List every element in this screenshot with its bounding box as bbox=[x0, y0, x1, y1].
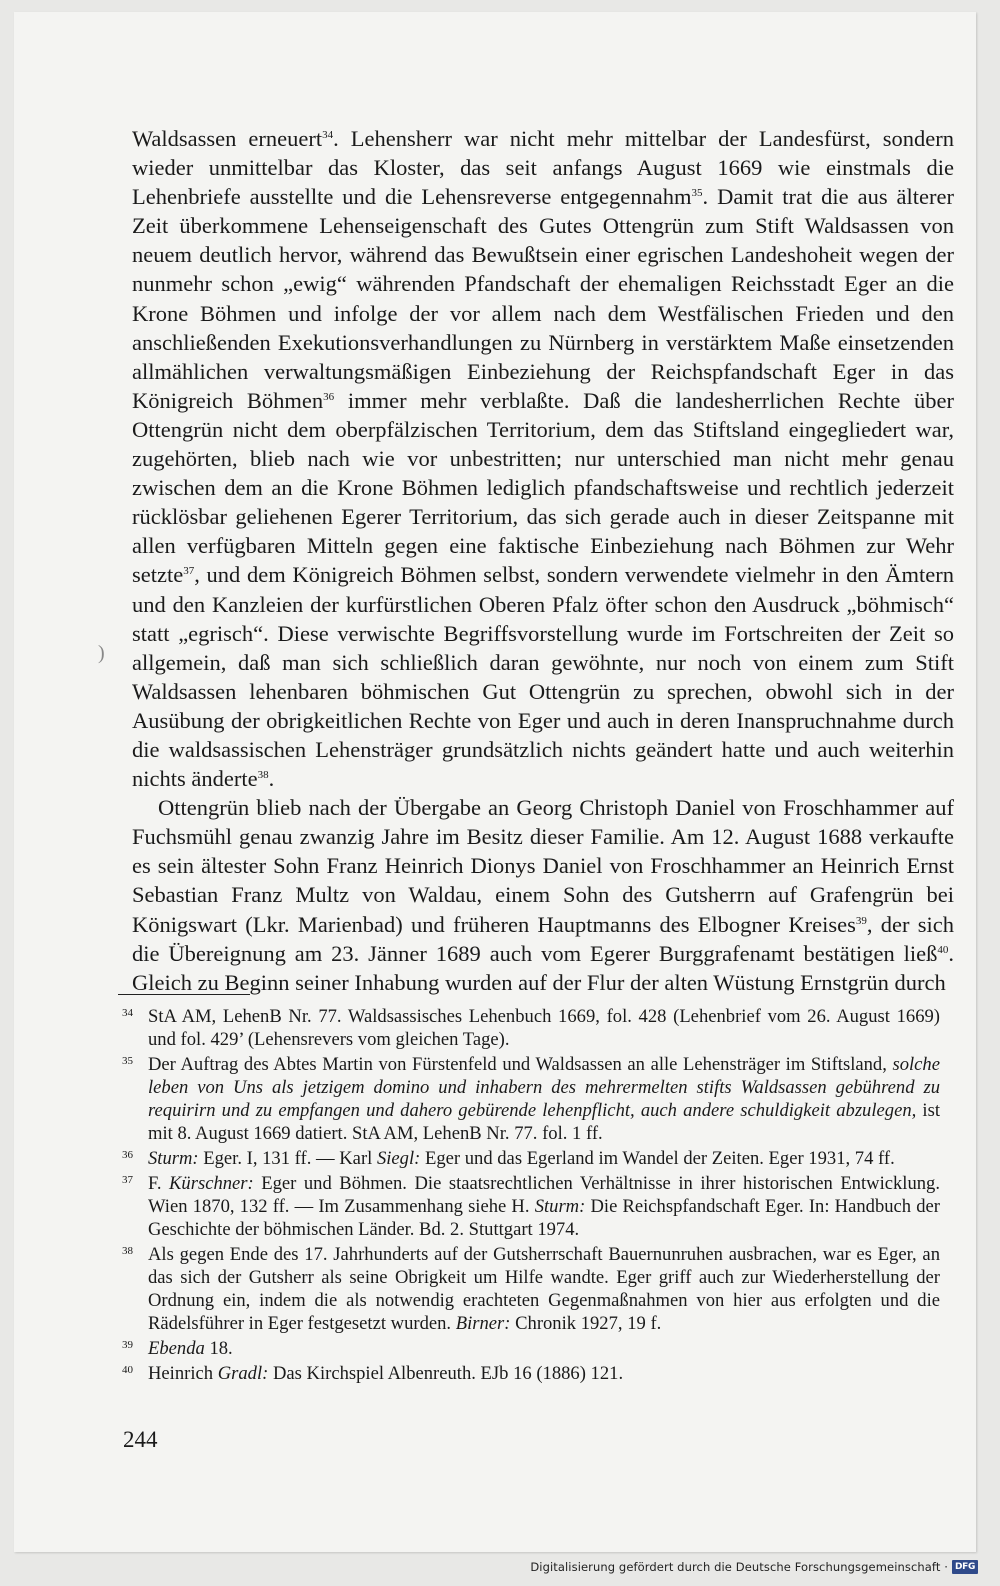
footnote-italic-run: Gradl: bbox=[217, 1363, 269, 1384]
footnote-italic-run: Sturm: bbox=[534, 1196, 586, 1217]
digitization-footer bbox=[530, 1560, 978, 1574]
footnote-italic-run: Kürschner: bbox=[169, 1173, 254, 1194]
footnote-number: 37 bbox=[122, 1174, 133, 1186]
footnote-separator bbox=[118, 994, 250, 995]
footnote-ref-36: 36 bbox=[323, 390, 335, 403]
text-run: Ottengrün blieb nach der Übergabe an Georg Christoph Daniel von Froschhammer auf Fuchsmühl genau zwanzig Jahre im Besitz dieser Familie. Am 12. August 1688 verkaufte es sein ältester Sohn Franz Heinrich Dionys Daniel von Froschhammer an Heinrich Ernst Sebastian Franz Multz von Waldau, einem Sohn des Gutsherrn auf Grafengrün bei Königswart (Lkr. Marienbad) und früheren Hauptmanns des Elbogner Kreises bbox=[132, 795, 954, 937]
main-text bbox=[132, 124, 954, 997]
footnote-italic-run: Ebenda bbox=[148, 1338, 205, 1359]
footnote-number: 40 bbox=[122, 1364, 133, 1376]
footnote-ref-39: 39 bbox=[855, 914, 867, 927]
footnote-number: 38 bbox=[122, 1245, 133, 1257]
text-run: . Lehensherr war nicht mehr mittelbar der Landesfürst, sondern wieder unmittelbar das Kloster, das seit anfangs August 1669 wie einstmals die Lehenbriefe ausstellte und die Lehensreverse entgegennahm bbox=[132, 126, 954, 210]
paragraph-1 bbox=[132, 124, 954, 793]
dfg-logo-icon: DFG bbox=[952, 1560, 978, 1574]
footnote-italic-run: solche leben von Uns als jetzigem domino und inhabern des mehrermelten stifts Waldsassen gebührend zu requirirn und zu empfangen und dahero gebürende lehenpflicht, auch andere schuldigkeit abzulegen, bbox=[148, 1054, 940, 1121]
footnote-35 bbox=[118, 1053, 940, 1145]
footnote-ref-35: 35 bbox=[691, 187, 703, 200]
footnote-number: 34 bbox=[122, 1007, 133, 1019]
footnote-ref-38: 38 bbox=[257, 769, 269, 782]
footnote-italic-run: Birner: bbox=[455, 1313, 511, 1334]
footnote-text-run: Eger und das Egerland im Wandel der Zeiten. Eger 1931, 74 ff. bbox=[420, 1148, 895, 1169]
footnote-ref-40: 40 bbox=[937, 943, 949, 956]
footnote-italic-run: Sturm: bbox=[148, 1148, 199, 1169]
footnote-text-run: Heinrich bbox=[148, 1363, 218, 1384]
footnote-text-run: Als gegen Ende des 17. Jahrhunderts auf der Gutsherrschaft Bauernunruhen ausbrachen, war es Eger, an das sich der Gutsherr als seine Obrigkeit um Hilfe wandte. Eger griff auch zur Wiederherstellung der Ordnung ein, indem die als notwendig erachteten Gegenmaßnahmen von hier aus erfolgten und die Rädelsführer in Eger festgesetzt wurden. bbox=[148, 1244, 940, 1334]
footnote-text-run: F. bbox=[148, 1173, 170, 1194]
footnote-text-run: Chronik 1927, 19 f. bbox=[510, 1313, 662, 1334]
text-run: , der sich die Übereignung am 23. Jänner 1689 auch vom Egerer Burggrafenamt bestätigen ließ bbox=[132, 911, 954, 966]
text-run: . bbox=[268, 766, 275, 792]
footnotes bbox=[118, 1005, 940, 1387]
footnote-text-run: Das Kirchspiel Albenreuth. EJb 16 (1886) 121. bbox=[268, 1363, 624, 1384]
text-run: , und dem Königreich Böhmen selbst, sondern verwendete vielmehr in den Ämtern und den Kanzleien der kurfürstlichen Oberen Pfalz öfter schon den Ausdruck „böhmisch“ statt „egrisch“. Diese verwischte Begriffsvorstellung wurde im Fortschreiten der Zeit so allgemein, daß man sich schließlich daran gewöhnte, nur noch von einem zum Stift Waldsassen lehenbaren böhmischen Gut Ottengrün zu sprechen, obwohl sich in der Ausübung der obrigkeitlichen Rechte von Eger und auch in deren Inanspruchnahme durch die waldsassischen Lehensträger grundsätzlich nichts geändert hatte und auch weiterhin nichts änderte bbox=[132, 562, 954, 792]
text-run: immer mehr verblaßte. Daß die landesherrlichen Rechte über Ottengrün nicht dem oberpfälzischen Territorium, dem das Stiftsland eingegliedert war, zugehörten, blieb nach wie vor unbestritten; nur unterschied man nicht mehr genau zwischen dem an die Krone Böhmen lediglich pfandschaftsweise und rechtlich jederzeit rücklösbar geliehenen Egerer Territorium, das sich gerade auch in dieser Zeitspanne mit allen verfügbaren Mitteln gegen eine faktische Einbeziehung nach Böhmen zur Wehr setzte bbox=[132, 387, 954, 588]
footnote-ref-34: 34 bbox=[322, 129, 334, 141]
footnote-text-run: StA AM, LehenB Nr. 77. Waldsassisches Lehenbuch 1669, fol. 428 (Lehenbrief vom 26. August 1669) und fol. 429’ (Lehensrevers vom gleichen Tage). bbox=[148, 1006, 940, 1050]
text-run: Waldsassen erneuert bbox=[132, 126, 323, 151]
footnote-34 bbox=[118, 1005, 940, 1051]
footnote-number: 35 bbox=[122, 1055, 133, 1067]
margin-mark: ) bbox=[98, 642, 105, 664]
footnote-number: 36 bbox=[122, 1149, 133, 1161]
footnote-text-run: Eger. I, 131 ff. — Karl bbox=[198, 1148, 377, 1169]
footnote-text-run: 18. bbox=[204, 1338, 233, 1359]
text-run: . Damit trat die aus älterer Zeit überkommene Lehenseigenschaft des Gutes Ottengrün zum Stift Waldsassen von neuem deutlich hervor, während das Bewußtsein einer egrischen Landeshoheit wegen der nunmehr schon „ewig“ währenden Pfandschaft der ehemaligen Reichsstadt Eger an die Krone Böhmen und infolge der vor allem nach dem Westfälischen Frieden und den anschließenden Exekutionsverhandlungen zu Nürnberg in verstärktem Maße einsetzenden allmählichen verwaltungsmäßigen Einbeziehung der Reichspfandschaft Eger in das Königreich Böhmen bbox=[132, 184, 955, 413]
footnote-ref-37: 37 bbox=[183, 565, 195, 578]
page-number: 244 bbox=[123, 1427, 158, 1452]
footer-text: Digitalisierung gefördert durch die Deutsche Forschungsgemeinschaft · bbox=[530, 1560, 948, 1574]
footnote-38 bbox=[118, 1243, 940, 1335]
footnote-italic-run: Siegl: bbox=[376, 1148, 421, 1169]
footnote-number: 39 bbox=[122, 1339, 133, 1351]
footnote-40 bbox=[118, 1362, 940, 1385]
paragraph-2 bbox=[132, 793, 954, 997]
footnote-37 bbox=[118, 1172, 940, 1241]
text-run: . Gleich zu Beginn seiner Inhabung wurden auf der Flur der alten Wüstung Ernstgrün durch bbox=[132, 940, 954, 995]
footnote-36 bbox=[118, 1147, 940, 1170]
footnote-text-run: Der Auftrag des Abtes Martin von Fürstenfeld und Waldsassen an alle Lehensträger im Stiftsland, bbox=[148, 1054, 893, 1075]
footnote-text-run: Eger und Böhmen. Die staatsrechtlichen Verhältnisse in ihrer historischen Entwicklung. Wien 1870, 132 ff. — Im Zusammenhang siehe H. bbox=[148, 1173, 940, 1217]
footnote-39 bbox=[118, 1337, 940, 1360]
footnote-text-run: ist mit 8. August 1669 datiert. StA AM, LehenB Nr. 77. fol. 1 ff. bbox=[148, 1100, 940, 1144]
footnote-text-run: Die Reichspfandschaft Eger. In: Handbuch der Geschichte der böhmischen Länder. Bd. 2. Stuttgart 1974. bbox=[148, 1196, 940, 1240]
